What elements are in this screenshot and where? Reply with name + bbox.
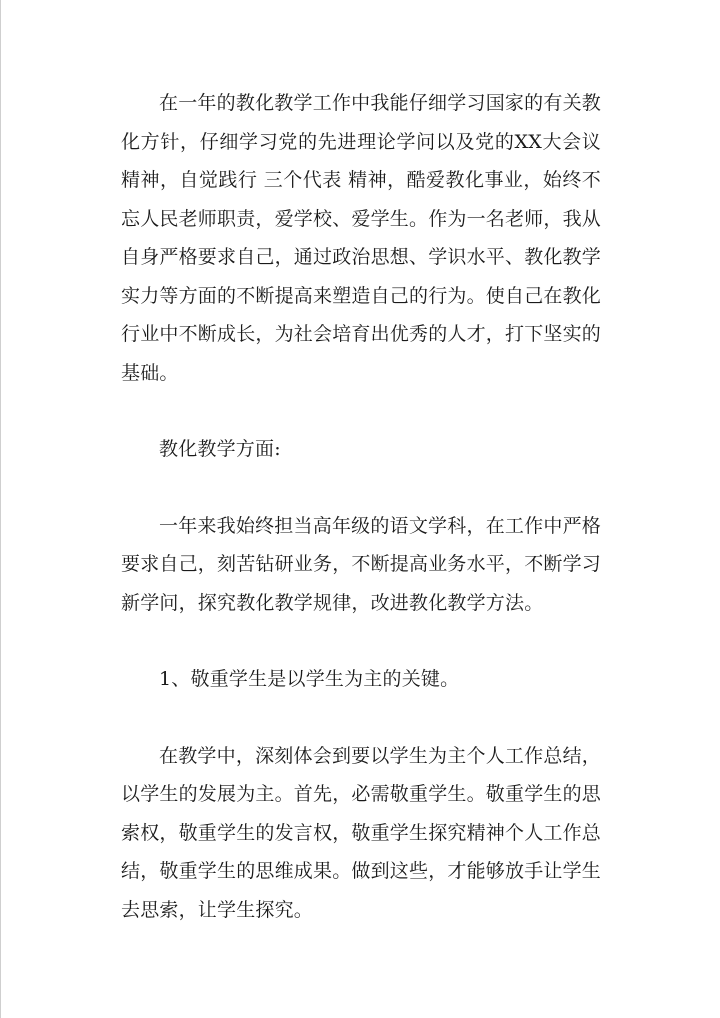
paragraph-intro: 在一年的教化教学工作中我能仔细学习国家的有关教化方针，仔细学习党的先进理论学问以及党的XX大会议精神，自觉践行 三个代表 精神，酷爱教化事业，始终不忘人民老师职责，爱学校、爱学生。作为一名老师，我从自身严格要求自己，通过政治思想、学识水平、教化教学实力等方面的不断提高来塑造自己的行为。使自己在教化行业中不断成长，为社会培育出优秀的人才，打下坚实的基础。 xyxy=(121,92,602,384)
section-heading: 教化教学方面: xyxy=(159,438,281,460)
paragraph-respect: 在教学中，深刻体会到要以学生为主个人工作总结，以学生的发展为主。首先，必需敬重学生。敬重学生的思索权，敬重学生的发言权，敬重学生探究精神个人工作总结，敬重学生的思维成果。做到这些，才能够放手让学生去思索，让学生探究。 xyxy=(121,744,602,921)
list-item-heading: 1、敬重学生是以学生为主的关键。 xyxy=(159,668,460,690)
paragraph-teaching: 一年来我始终担当高年级的语文学科，在工作中严格要求自己，刻苦钻研业务，不断提高业务水平，不断学习新学问，探究教化教学规律，改进教化教学方法。 xyxy=(121,514,602,614)
document-body xyxy=(121,84,601,929)
paragraph-gap xyxy=(121,699,601,737)
paragraph-gap xyxy=(121,622,601,660)
paragraph-gap xyxy=(121,469,601,507)
paragraph-gap xyxy=(121,392,601,430)
